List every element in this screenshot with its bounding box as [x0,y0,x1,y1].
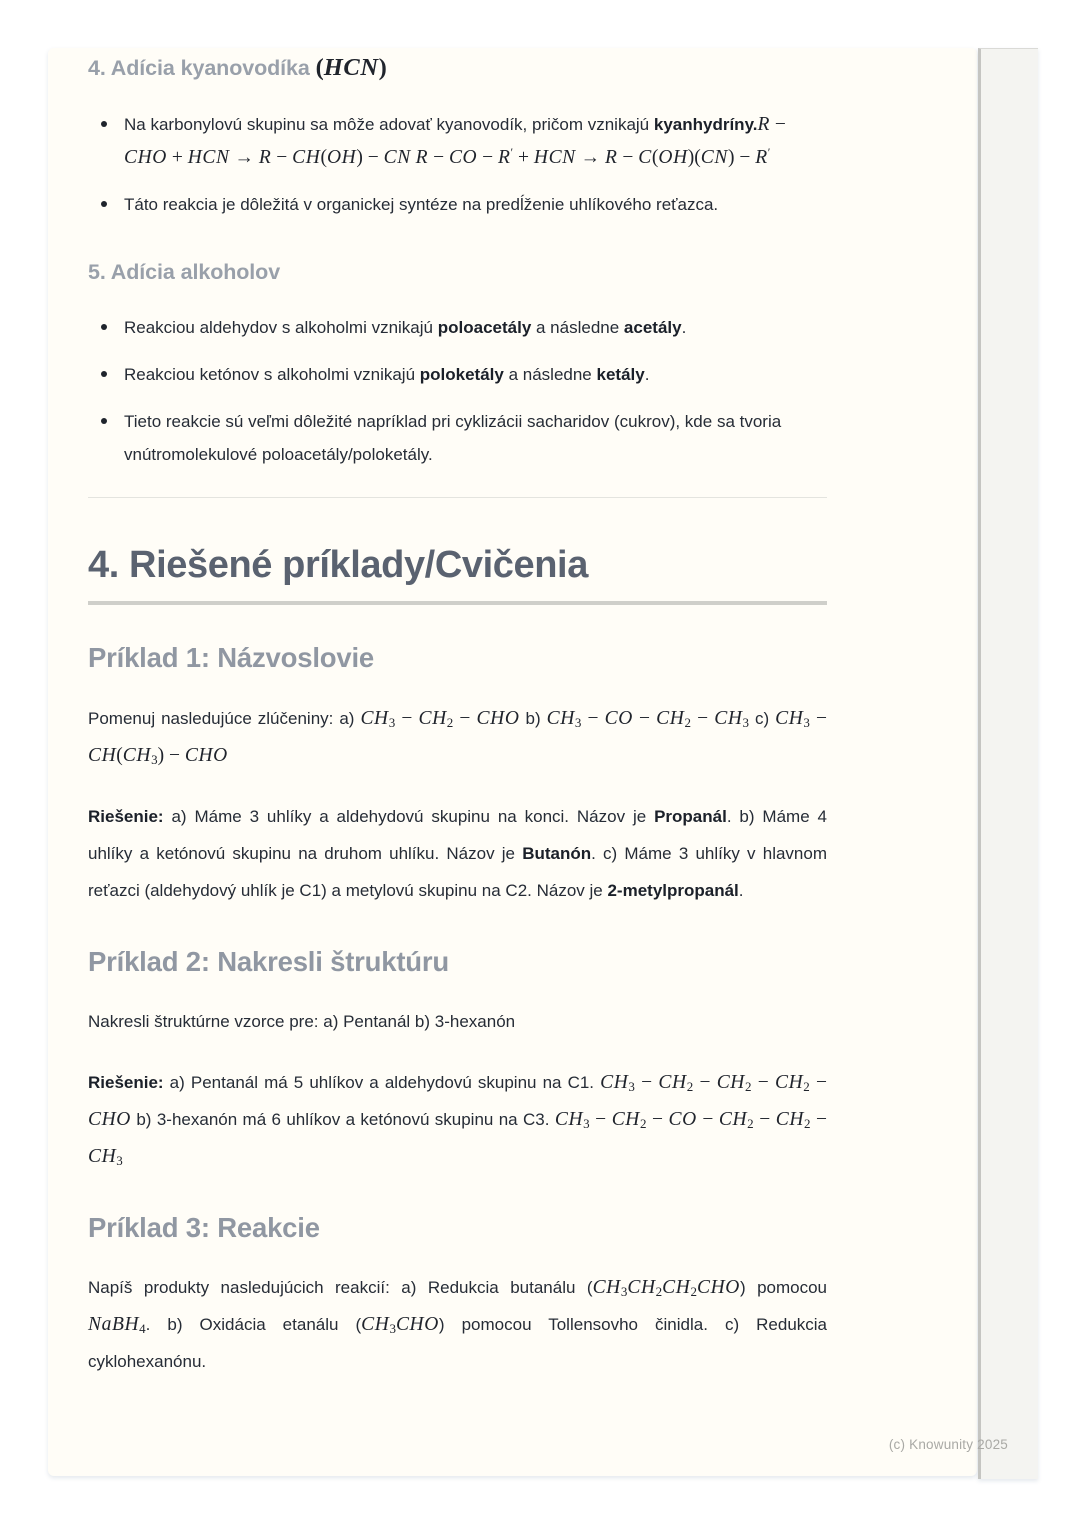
next-page-edge [978,48,1038,1479]
math-formula: R − CHO + HCN → R − CH(OH) − CN R − CO − R′ + HCN → R − C(OH)(CN) − R′ [124,113,786,168]
bold-text: Riešenie: [88,1073,164,1093]
text-run: Príklad 1: Názvoslovie [88,642,375,674]
text-run: Na karbonylovú skupinu sa môže adovať kyanovodík, pričom vznikajú [124,114,654,134]
text-run: Tieto reakcie sú veľmi dôležité napríklad pri cyklizácii sacharidov (cukrov), kde sa tvoria vnútromolekulové poloacetály/poloketály. [124,411,782,464]
example-1-solution [88,798,827,909]
page-content [48,48,977,1380]
math-formula: NaBH$_4$ [88,1314,146,1337]
section-divider [88,497,827,498]
text-run: a následne [531,317,624,337]
text-run: . b) Oxidácia etanálu ( [145,1315,362,1335]
list-item [88,188,827,221]
text-run: . c) Máme 3 uhlíky v hlavnom reťazci (aldehydový uhlík je C1) a metylovú skupinu na C2. Názov je [88,843,827,900]
bold-text: Butanón [522,843,592,863]
section-heading-adicia-kyanovodika [88,52,827,84]
bold-text: kyanhydríny. [653,114,758,134]
text-run: . [644,364,650,384]
math-formula: $CH_3CHO$ [361,1314,439,1337]
list-adicia-alkoholov [88,311,827,471]
bold-text: poloacetály [437,317,532,337]
example-1-heading [88,641,827,675]
math-formula: $CH_3 - CH_2$ − CHO [360,707,520,730]
text-run: . b) Máme 4 uhlíky a ketónovú skupinu na druhom uhlíku. Názov je [88,806,827,863]
text-run: ) pomocou Tollensovho činidla. c) Redukcia cyklohexanónu. [88,1315,827,1372]
list-item [88,108,827,174]
math-formula: (HCN) [315,54,387,81]
bold-text: acetály [623,317,682,337]
list-item [88,405,827,471]
example-1-task [88,700,827,774]
text-run: Nakresli štruktúrne vzorce pre: a) Pentanál b) 3-hexanón [88,1012,516,1032]
text-run: a) Máme 3 uhlíky a aldehydovú skupinu na konci. Názov je [163,806,655,826]
bold-text: Propanál [654,806,727,826]
list-item [88,358,827,391]
bold-text: poloketály [419,364,504,384]
math-formula: $CH_3CH_2CH_2CHO$ [592,1277,740,1300]
text-run: Reakciou ketónov s alkoholmi vznikajú [124,364,420,384]
math-formula: $CH_3 - CH_2$ − CO − $CH_2 - CH_2 - CH_3$ [88,1109,828,1169]
bold-text: 2-metylpropanál [607,880,739,900]
text-run: . [738,880,744,900]
text-run: Príklad 2: Nakresli štruktúru [88,945,450,977]
text-run: Pomenuj nasledujúce zlúčeniny: a) [88,708,361,728]
text-run: Príklad 3: Reakcie [88,1212,320,1244]
chapter-title-riesene-priklady [88,542,827,606]
document-page [48,48,977,1476]
example-2-task [88,1003,827,1040]
text-run: ) pomocou [739,1278,827,1298]
text-run: b) [519,708,547,728]
text-run: b) 3-hexanón má 6 uhlíkov a ketónovú skupinu na C3. [130,1110,555,1130]
list-adicia-kyanovodika [88,108,827,221]
example-3-heading [88,1211,827,1245]
math-formula: $CH_3$ − CO − $CH_2 - CH_3$ [546,707,750,730]
text-run: Reakciou aldehydov s alkoholmi vznikajú [124,317,438,337]
text-run: Táto reakcia je dôležitá v organickej syntéze na predĺženie uhlíkového reťazca. [124,194,719,214]
bold-text: Riešenie: [88,806,164,826]
text-run: . [681,317,687,337]
text-run: 4. Adícia kyanovodíka [88,56,316,80]
text-run: 5. Adícia alkoholov [88,259,281,284]
bullet-icon [101,324,107,330]
text-run: 4. Riešené príklady/Cvičenia [88,543,588,586]
bullet-icon [101,201,107,207]
example-2-heading [88,945,827,979]
example-2-solution [88,1064,827,1175]
list-item [88,311,827,344]
text-run: c) [749,708,776,728]
text-run: Napíš produkty nasledujúcich reakcií: a) Redukcia butanálu ( [88,1278,593,1298]
text-run: a následne [503,364,597,384]
example-3-task [88,1269,827,1380]
section-heading-adicia-alkoholov [88,259,827,287]
copyright-footer: (c) Knowunity 2025 [888,1437,1008,1452]
text-run: a) Pentanál má 5 uhlíkov a aldehydovú skupinu na C1. [163,1073,601,1093]
bullet-icon [101,121,107,127]
math-formula: $CH_3 - CH(CH_3)$ − CHO [88,707,828,767]
math-formula: $CH_3 - CH_2 - CH_2 - CH_2$ − CHO [88,1072,828,1131]
bullet-icon [101,371,107,377]
bold-text: ketály [596,364,645,384]
bullet-icon [101,418,107,424]
